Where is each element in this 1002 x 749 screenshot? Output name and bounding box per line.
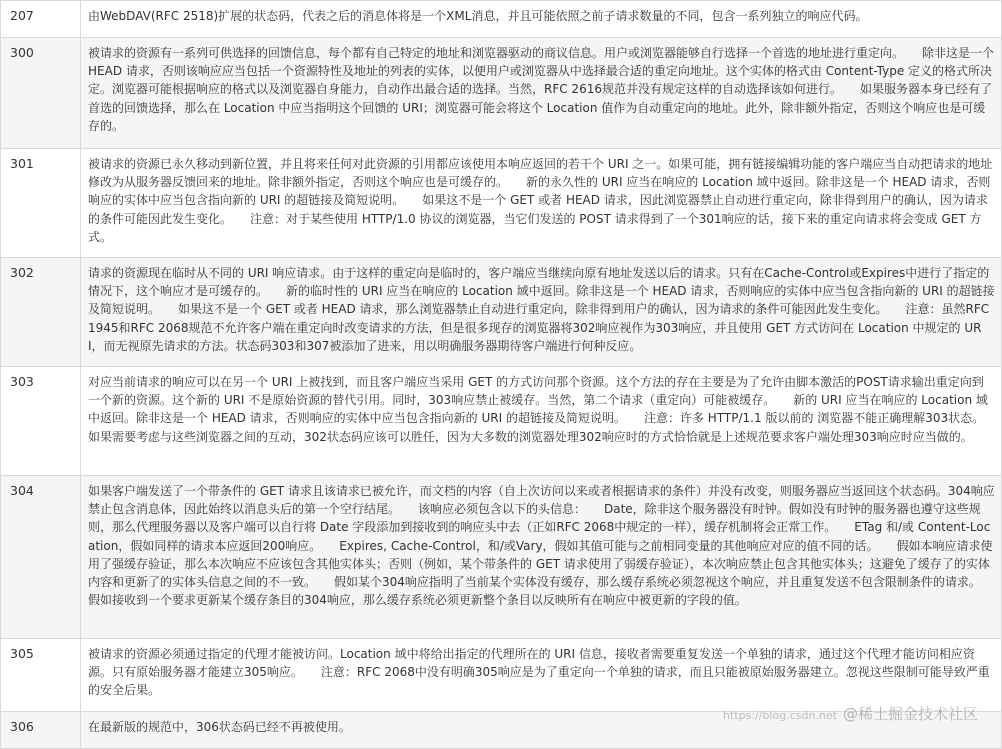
status-description: 在最新版的规范中，306状态码已经不再被使用。	[81, 712, 1002, 749]
status-description: 对应当前请求的响应可以在另一个 URI 上被找到，而且客户端应当采用 GET 的方式访问那个资源。这个方法的存在主要是为了允许由脚本激活的POST请求输出重定向到一个新的资源。这个新的 URI 不是原始资源的替代引用。同时，303响应禁止被缓存。当然，第二个请求（重定向）可能被缓存。 新的 URI 应当在响应的 Location 域中返回。除非这是一个 HEAD 请求，否则响应的实体中应当包含指向新的 URI 的超链接及简短说明。 注意：许多 HTTP/1.1 版以前的 浏览器不能正确理解303状态。如果需要考虑与这些浏览器之间的互动，302状态码应该可以胜任，因为大多数的浏览器处理302响应时的方式恰恰就是上述规范要求客户端处理303响应时应当做的。	[81, 367, 1002, 476]
status-description: 被请求的资源有一系列可供选择的回馈信息，每个都有自己特定的地址和浏览器驱动的商议信息。用户或浏览器能够自行选择一个首选的地址进行重定向。 除非这是一个 HEAD 请求，否则该响应应当包括一个资源特性及地址的列表的实体，以便用户或浏览器从中选择最合适的重定向地址。这个实体的格式由 Content-Type 定义的格式所决定。浏览器可能根据响应的格式以及浏览器自身能力，自动作出最合适的选择。当然，RFC 2616规范并没有规定这样的自动选择该如何进行。 如果服务器本身已经有了首选的回馈选择，那么在 Location 中应当指明这个回馈的 URI；浏览器可能会将这个 Location 值作为自动重定向的地址。此外，除非额外指定，否则这个响应也是可缓存的。	[81, 38, 1002, 149]
table-row	[1, 38, 1002, 149]
status-description: 被请求的资源已永久移动到新位置，并且将来任何对此资源的引用都应该使用本响应返回的若干个 URI 之一。如果可能，拥有链接编辑功能的客户端应当自动把请求的地址修改为从服务器反馈回来的地址。除非额外指定，否则这个响应也是可缓存的。 新的永久性的 URI 应当在响应的 Location 域中返回。除非这是一个 HEAD 请求，否则响应的实体中应当包含指向新的 URI 的超链接及简短说明。 如果这不是一个 GET 或者 HEAD 请求，因此浏览器禁止自动进行重定向，除非得到用户的确认，因为请求的条件可能因此发生变化。 注意：对于某些使用 HTTP/1.0 协议的浏览器，当它们发送的 POST 请求得到了一个301响应的话，接下来的重定向请求将会变成 GET 方式。	[81, 149, 1002, 258]
table-row	[1, 476, 1002, 639]
status-description: 被请求的资源必须通过指定的代理才能被访问。Location 域中将给出指定的代理所在的 URI 信息，接收者需要重复发送一个单独的请求，通过这个代理才能访问相应资源。只有原始服务器才能建立305响应。 注意：RFC 2068中没有明确305响应是为了重定向一个单独的请求，而且只能被原始服务器建立。忽视这些限制可能导致严重的安全后果。	[81, 639, 1002, 712]
table-row	[1, 258, 1002, 367]
status-description: 请求的资源现在临时从不同的 URI 响应请求。由于这样的重定向是临时的，客户端应当继续向原有地址发送以后的请求。只有在Cache-Control或Expires中进行了指定的情况下，这个响应才是可缓存的。 新的临时性的 URI 应当在响应的 Location 域中返回。除非这是一个 HEAD 请求，否则响应的实体中应当包含指向新的 URI 的超链接及简短说明。 如果这不是一个 GET 或者 HEAD 请求，那么浏览器禁止自动进行重定向，除非得到用户的确认，因为请求的条件可能因此发生变化。 注意：虽然RFC 1945和RFC 2068规范不允许客户端在重定向时改变请求的方法，但是很多现存的浏览器将302响应视作为303响应，并且使用 GET 方式访问在 Location 中规定的 URI，而无视原先请求的方法。状态码303和307被添加了进来，用以明确服务器期待客户端进行何种反应。	[81, 258, 1002, 367]
status-description: 如果客户端发送了一个带条件的 GET 请求且该请求已被允许，而文档的内容（自上次访问以来或者根据请求的条件）并没有改变，则服务器应当返回这个状态码。304响应禁止包含消息体，因此始终以消息头后的第一个空行结尾。 该响应必须包含以下的头信息： Date，除非这个服务器没有时钟。假如没有时钟的服务器也遵守这些规则，那么代理服务器以及客户端可以自行将 Date 字段添加到接收到的响应头中去（正如RFC 2068中规定的一样），缓存机制将会正常工作。 ETag 和/或 Content-Location，假如同样的请求本应返回200响应。 Expires, Cache-Control，和/或Vary，假如其值可能与之前相同变量的其他响应对应的值不同的话。 假如本响应请求使用了强缓存验证，那么本次响应不应该包含其他实体头；否则（例如，某个带条件的 GET 请求使用了弱缓存验证），本次响应禁止包含其他实体头；这避免了缓存了的实体内容和更新了的实体头信息之间的不一致。 假如某个304响应指明了当前某个实体没有缓存，那么缓存系统必须忽视这个响应，并且重复发送不包含限制条件的请求。 假如接收到一个要求更新某个缓存条目的304响应，那么缓存系统必须更新整个条目以反映所有在响应中被更新的字段的值。	[81, 476, 1002, 639]
status-code: 304	[1, 476, 81, 639]
watermark-brand: @稀土掘金技术社区	[842, 705, 978, 723]
table-row	[1, 367, 1002, 476]
table-row	[1, 149, 1002, 258]
watermark-url: https://blog.csdn.net	[723, 709, 837, 722]
status-description: 由WebDAV(RFC 2518)扩展的状态码，代表之后的消息体将是一个XML消息，并且可能依照之前子请求数量的不同，包含一系列独立的响应代码。	[81, 1, 1002, 38]
table-row	[1, 1, 1002, 38]
watermark	[723, 703, 978, 724]
status-code: 305	[1, 639, 81, 712]
status-code: 306	[1, 712, 81, 749]
status-code: 302	[1, 258, 81, 367]
status-code: 303	[1, 367, 81, 476]
status-code: 301	[1, 149, 81, 258]
table-row	[1, 639, 1002, 712]
status-code: 207	[1, 1, 81, 38]
status-code: 300	[1, 38, 81, 149]
